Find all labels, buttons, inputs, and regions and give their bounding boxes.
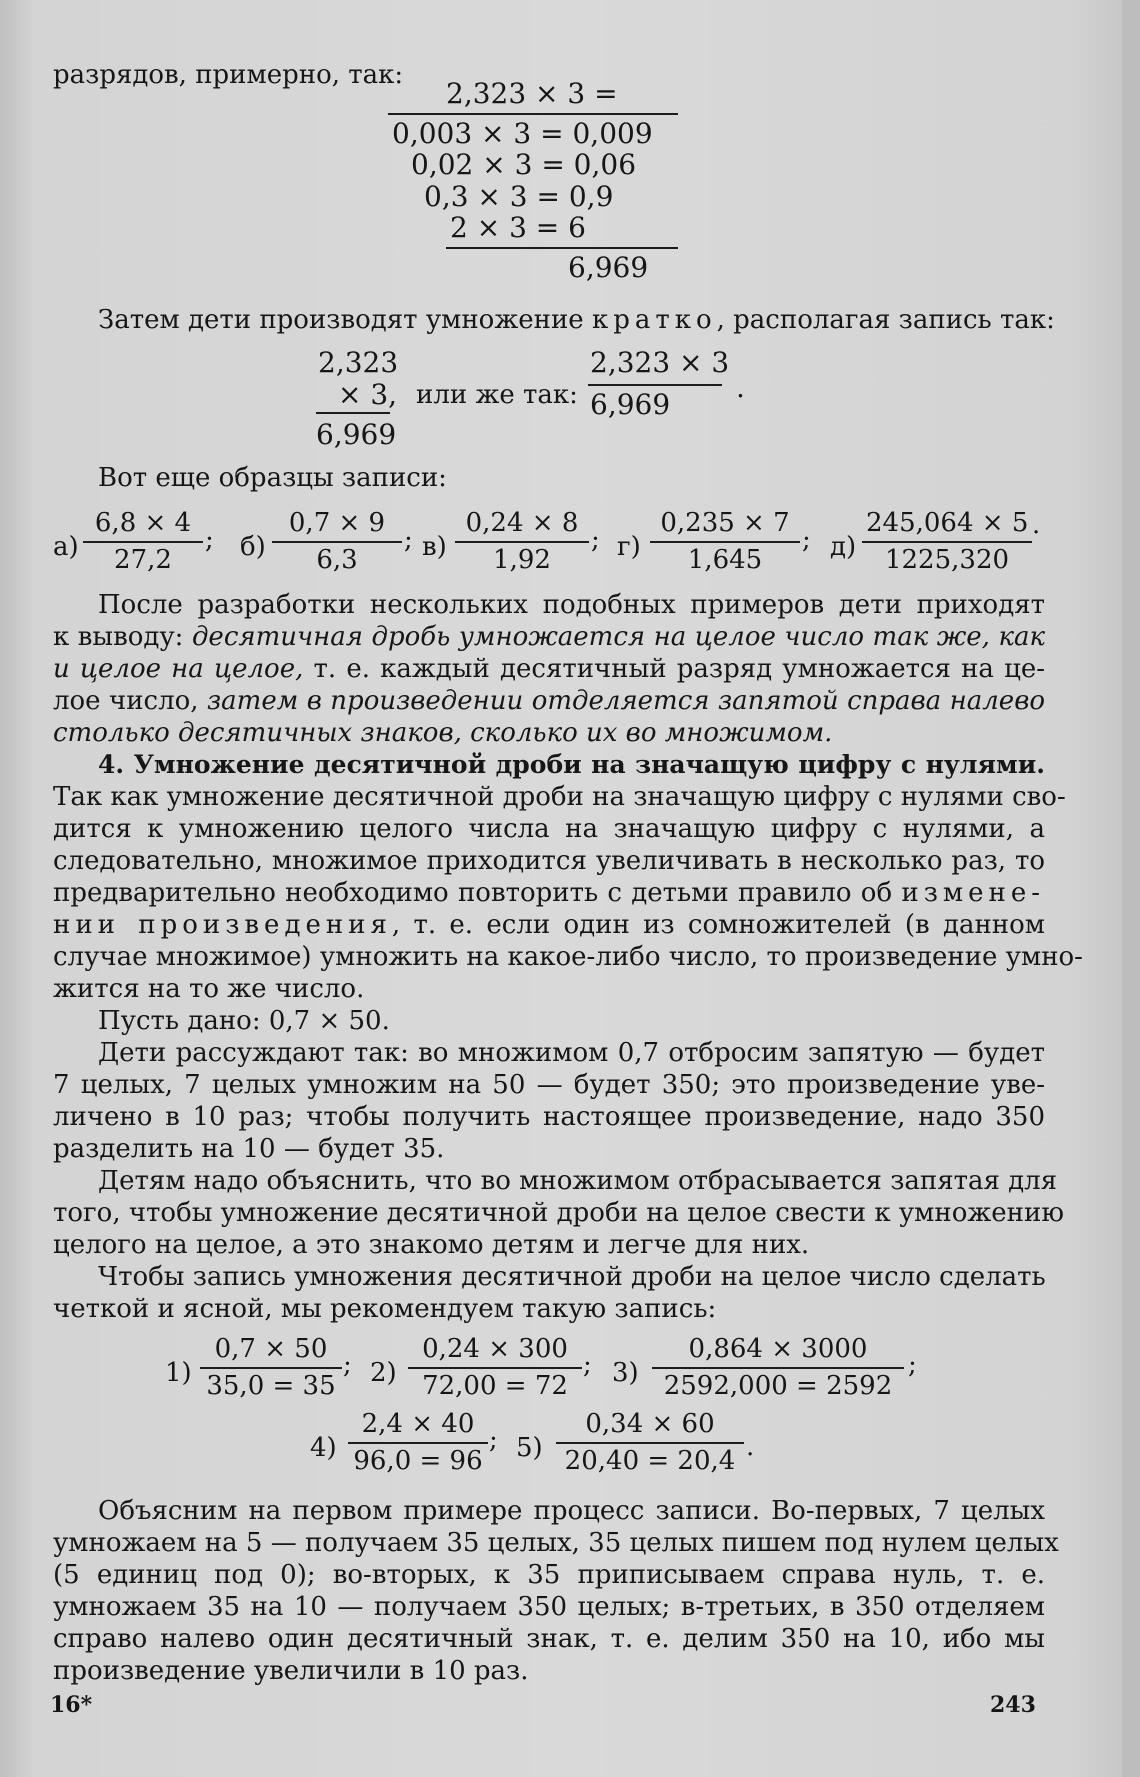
sample-fraction: $\frac{6,8 \times 4}{27,2}$ [83,508,203,575]
calc-row: 2 × 3 = 6 [450,211,586,244]
calc-row: 0,3 × 3 = 0,9 [424,180,614,213]
intro-text: разрядов, примерно, так: [53,60,404,90]
record-separator: . [746,1432,755,1462]
record-separator: ; [489,1425,498,1455]
samples-intro: Вот еще образцы записи: [98,463,447,493]
page-number: 243 [990,1692,1036,1718]
calc-row: 0,02 × 3 = 0,06 [411,148,637,181]
calc-total: 6,969 [568,251,649,284]
record-separator: ; [343,1350,352,1380]
p4-line: жится на то же число. [53,974,365,1004]
p6-line: Детям надо объяснить, что во множимом отбрасывается запятая для [98,1166,1058,1196]
short-result: 6,969 [316,418,397,451]
p7-line: четкой и ясной, мы рекомендуем такую запись: [53,1294,717,1324]
sample-label: в) [422,532,447,562]
calc-row: 0,003 × 3 = 0,009 [392,117,653,150]
sample-separator: ; [404,525,413,555]
record-separator: ; [908,1350,917,1380]
p7-line: Чтобы запись умножения десятичной дроби на целое число сделать [98,1262,1046,1292]
record-fraction: $\frac{0,7 \times 50}{35,0 = 35}$ [200,1334,342,1401]
p4-line: следовательно, множимое приходится увеличивать в несколько раз, то [53,846,1045,876]
record-separator: ; [583,1350,592,1380]
p8-line: (5 единиц под 0); во-вторых, к 35 приписываем справа нуль, т. е. [53,1560,1045,1590]
record-label: 1) [165,1358,192,1388]
short-alt-bottom: 6,969 [590,388,671,421]
record-fraction: $\frac{0,34 \times 60}{20,40 = 20,4}$ [556,1409,744,1476]
short-alt-top: 2,323 × 3 [590,346,730,379]
calc-header: 2,323 × 3 = [446,77,618,110]
p5-line: Дети рассуждают так: во множимом 0,7 отбросим запятую — будет [98,1038,1045,1068]
p8-line: умножаем 35 на 10 — получаем 350 целых; в-третьих, в 350 отделяем [53,1592,1045,1622]
short-top: 2,323 [318,346,399,379]
p6-line: того, чтобы умножение десятичной дроби на целое свести к умножению [53,1198,1064,1228]
sample-separator: ; [205,525,214,555]
p8-line: Объясним на первом примере процесс записи. Во-первых, 7 целых [98,1496,1045,1526]
rule-line: столько десятичных знаков, сколько их во множимом. [53,718,833,748]
short-form-text: Затем дети производят умножение кратко, располагая запись так: [98,305,1055,335]
p5-line: 7 целых, 7 целых умножим на 50 — будет 350; это произведение уве- [53,1070,1045,1100]
rule-line: к выводу: десятичная дробь умножается на целое число так же, как [53,622,1045,652]
p4-line: Так как умножение десятичной дроби на значащую цифру с нулями сво- [53,782,1066,812]
p4-line: дится к умножению целого числа на значащую цифру с нулями, а [53,814,1045,844]
record-fraction: $\frac{2,4 \times 40}{96,0 = 96}$ [348,1409,488,1476]
sample-fraction: $\frac{0,235 \times 7}{1,645}$ [650,508,800,575]
rule-line: лое число, затем в произведении отделяется запятой справа налево [53,686,1045,716]
sample-label: г) [617,532,641,562]
short-or-text: или же так: [416,380,578,410]
rule-line: и целое на целое, т. е. каждый десятичный разряд умножается на це- [53,654,1045,684]
sample-fraction: $\frac{0,24 \times 8}{1,92}$ [455,508,589,575]
p5-line: личено в 10 раз; чтобы получить настоящее произведение, надо 350 [53,1102,1045,1132]
sample-separator: ; [591,525,600,555]
record-label: 3) [612,1358,639,1388]
record-label: 5) [516,1433,543,1463]
sample-fraction: $\frac{0,7 \times 9}{6,3}$ [272,508,402,575]
signature-mark: 16* [50,1692,93,1718]
p4-line: нии произведения, т. е. если один из сомножителей (в данном [53,910,1045,940]
record-label: 2) [370,1358,397,1388]
p8-line: умножаем на 5 — получаем 35 целых, 35 целых пишем под нулем целых [53,1528,1059,1558]
given-example: Пусть дано: 0,7 × 50. [98,1006,390,1036]
sample-label: а) [53,532,79,562]
short-alt-dot: . [736,371,745,404]
section-heading: 4. Умножение десятичной дроби на значащую цифру с нулями. [98,750,1045,779]
short-multiplier: × 3, [338,378,398,411]
sample-separator: . [1032,510,1041,540]
sample-separator: ; [802,525,811,555]
sample-fraction: $\frac{245,064 \times 5}{1225,320}$ [862,508,1032,575]
p4-line: случае множимое) умножить на какое-либо число, то произведение умно- [53,942,1083,972]
p5-line: разделить на 10 — будет 35. [53,1134,445,1164]
p8-line: произведение увеличили в 10 раз. [53,1656,529,1686]
rule-line: После разработки нескольких подобных примеров дети приходят [98,590,1045,620]
record-fraction: $\frac{0,24 \times 300}{72,00 = 72}$ [408,1334,582,1401]
sample-label: б) [240,532,266,562]
p6-line: целого на целое, а это знакомо детям и легче для них. [53,1230,810,1260]
p4-line: предварительно необходимо повторить с детьми правило об измене- [53,878,1045,908]
short-alt-rule [588,384,722,386]
sample-label: д) [830,532,857,562]
record-fraction: $\frac{0,864 \times 3000}{2592,000 = 2592}$ [652,1334,904,1401]
p8-line: справо налево один десятичный знак, т. е. делим 350 на 10, ибо мы [53,1624,1045,1654]
record-label: 4) [310,1433,337,1463]
short-rule [316,412,390,414]
calc-rule-bottom [446,247,678,249]
page-edge-shadow [1122,0,1140,1777]
calc-rule-top [388,113,678,115]
